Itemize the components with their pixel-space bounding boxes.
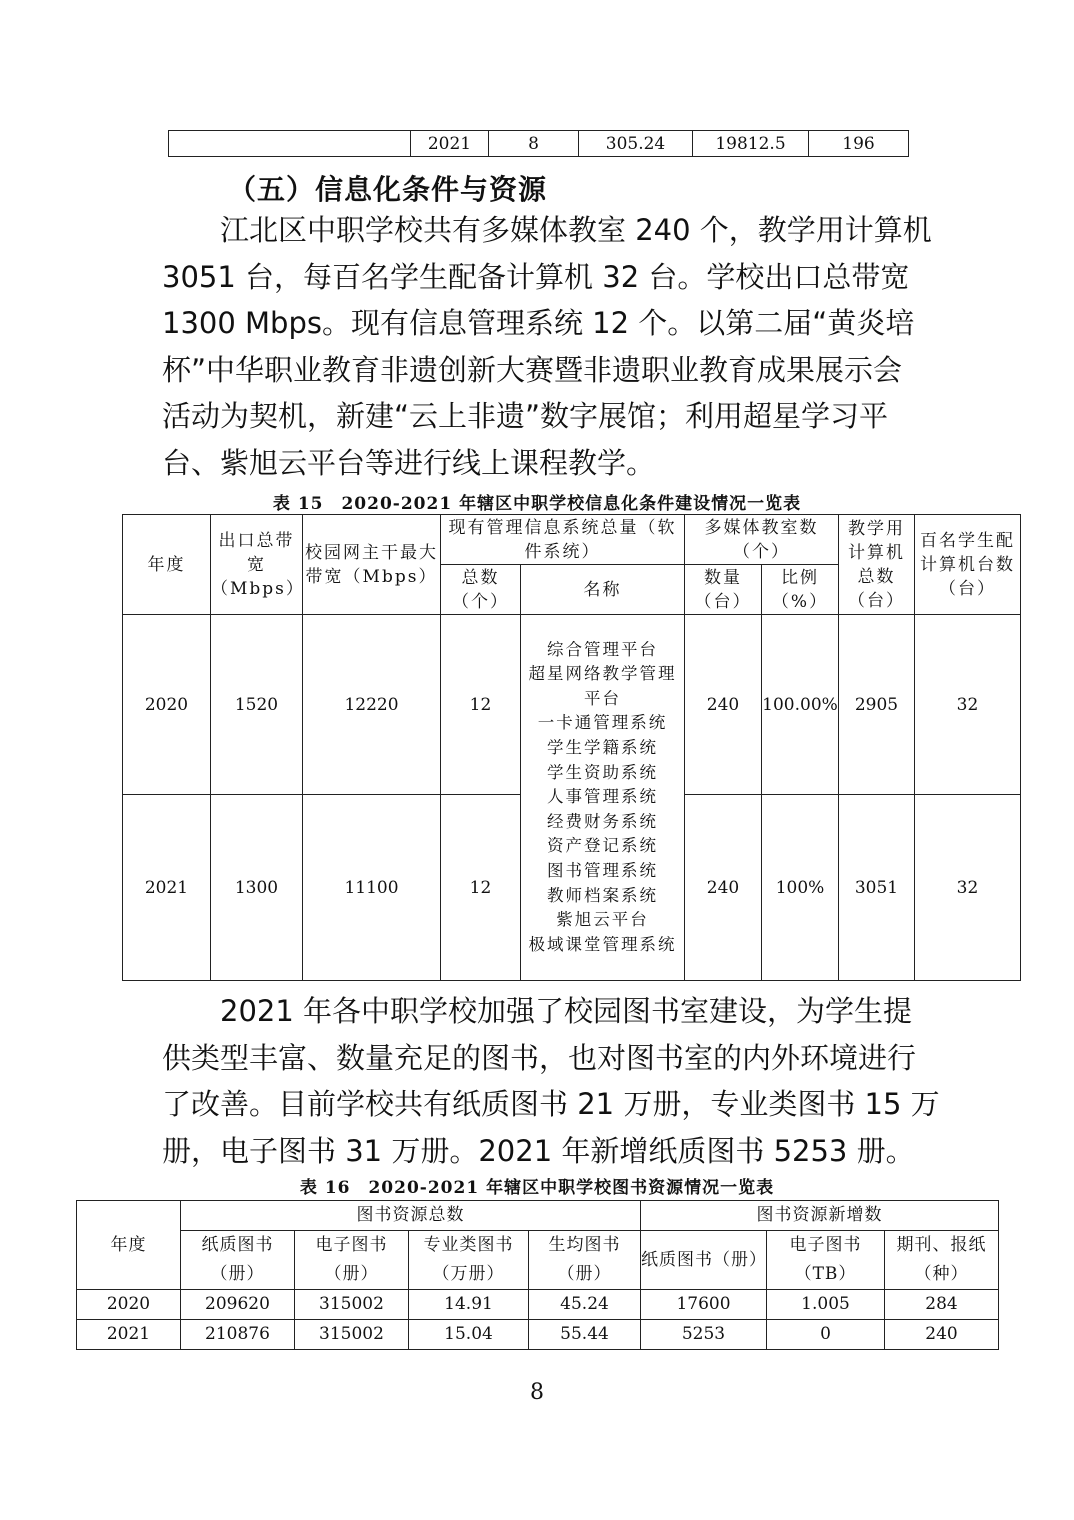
section-heading: （五）信息化条件与资源 [228,173,548,206]
header-periodicals: 期刊、报纸（种） [885,1231,999,1290]
header-mm-count: 数量（台） [685,565,762,615]
header-computers: 教学用计算机总数（台） [839,515,915,615]
paragraph-library [162,988,940,1174]
cell-backbone: 12220 [303,615,441,795]
header-professional: 专业类图书（万册） [409,1231,529,1290]
system-name: 人事管理系统 [547,787,658,807]
system-name: 紫旭云平台 [556,910,649,930]
cell-per-hundred: 32 [915,795,1021,981]
cell-mm-ratio: 100.00% [762,615,839,795]
header-year: 年度 [77,1201,181,1290]
table-cell: 8 [489,131,579,157]
system-name: 一卡通管理系统 [537,713,668,733]
cell-year: 2020 [123,615,211,795]
cell-mis-total: 12 [441,795,521,981]
paragraph-line: 了改善。目前学校共有纸质图书 21 万册，专业类图书 15 万 [162,1087,940,1121]
table-15-informatization [122,514,1021,981]
paragraph-line: 2021 年各中职学校加强了校园图书室建设，为学生提 [220,994,913,1028]
cell-paper: 210876 [181,1320,295,1350]
cell-new-ebook: 0 [767,1320,885,1350]
paragraph-line: 活动为契机，新建“云上非遗”数字展馆；利用超星学习平 [162,399,889,433]
system-name: 综合管理平台 [547,639,658,659]
cell-mis-total: 12 [441,615,521,795]
cell-backbone: 11100 [303,795,441,981]
table-cell: 19812.5 [693,131,809,157]
cell-mm-count: 240 [685,795,762,981]
cell-exit: 1300 [211,795,303,981]
system-name: 超星网络教学管理平台 [528,664,677,708]
cell-ebook: 315002 [295,1290,409,1320]
paragraph-line: 1300 Mbps。现有信息管理系统 12 个。以第二届“黄炎培 [162,306,915,340]
cell-ebook: 315002 [295,1320,409,1350]
system-name: 教师档案系统 [547,885,658,905]
cell-periodicals: 240 [885,1320,999,1350]
table-row [77,1320,999,1350]
cell-periodicals: 284 [885,1290,999,1320]
cell-mm-ratio: 100% [762,795,839,981]
paragraph-line: 3051 台，每百名学生配备计算机 32 台。学校出口总带宽 [162,259,910,294]
table-row [123,615,1021,795]
table-cell: 196 [809,131,909,157]
header-paper: 纸质图书（册） [181,1231,295,1290]
system-name: 资产登记系统 [547,836,658,856]
cell-year: 2020 [77,1290,181,1320]
cell-paper: 209620 [181,1290,295,1320]
header-mis-total: 总数（个） [441,565,521,615]
paragraph-line: 杯”中华职业教育非遗创新大赛暨非遗职业教育成果展示会 [162,352,903,387]
header-new-paper: 纸质图书（册） [641,1231,767,1290]
cell-per-student: 45.24 [529,1290,641,1320]
system-name: 图书管理系统 [547,860,658,880]
header-new-ebook: 电子图书（TB） [767,1231,885,1290]
cell-professional: 15.04 [409,1320,529,1350]
system-name: 极域课堂管理系统 [528,934,677,954]
cell-computers: 3051 [839,795,915,981]
header-exit-bandwidth: 出口总带宽（Mbps） [211,515,303,615]
table-cell [169,131,411,157]
header-mm-ratio: 比例（%） [762,565,839,615]
cell-exit: 1520 [211,615,303,795]
cell-new-paper: 5253 [641,1320,767,1350]
page-number: 8 [530,1380,544,1405]
system-name: 经费财务系统 [547,811,658,831]
table16-caption: 表 16 2020-2021 年辖区中职学校图书资源情况一览表 [299,1178,775,1198]
header-year: 年度 [123,515,211,615]
cell-per-student: 55.44 [529,1320,641,1350]
paragraph-line: 江北区中职学校共有多媒体教室 240 个，教学用计算机 [220,213,932,247]
previous-table-fragment [168,130,909,157]
system-name: 学生学籍系统 [547,738,658,758]
cell-mm-count: 240 [685,615,762,795]
table-row [77,1290,999,1320]
cell-year: 2021 [77,1320,181,1350]
cell-new-paper: 17600 [641,1290,767,1320]
header-ebook: 电子图书（册） [295,1231,409,1290]
system-name: 学生资助系统 [547,762,658,782]
paragraph-line: 供类型丰富、数量充足的图书，也对图书室的内外环境进行 [162,1040,917,1075]
table-row [169,131,909,157]
paragraph-line: 册，电子图书 31 万册。2021 年新增纸质图书 5253 册。 [162,1133,915,1168]
cell-professional: 14.91 [409,1290,529,1320]
paragraph-line: 台、紫旭云平台等进行线上课程教学。 [162,445,656,480]
cell-new-ebook: 1.005 [767,1290,885,1320]
cell-system-names [521,615,685,981]
cell-computers: 2905 [839,615,915,795]
header-mis-name: 名称 [521,565,685,615]
table-cell: 2021 [411,131,489,157]
cell-year: 2021 [123,795,211,981]
header-backbone-bandwidth: 校园网主干最大带宽（Mbps） [303,515,441,615]
paragraph-info-resources [162,207,932,486]
cell-per-hundred: 32 [915,615,1021,795]
header-new-group: 图书资源新增数 [641,1201,999,1231]
header-mis-group: 现有管理信息系统总量（软件系统） [441,515,685,565]
header-total-group: 图书资源总数 [181,1201,641,1231]
table15-caption: 表 15 2020-2021 年辖区中职学校信息化条件建设情况一览表 [272,494,802,514]
header-multimedia-group: 多媒体教室数（个） [685,515,839,565]
table-16-library [76,1200,999,1350]
header-per-student: 生均图书（册） [529,1231,641,1290]
header-per-hundred: 百名学生配计算机台数（台） [915,515,1021,615]
table-cell: 305.24 [579,131,693,157]
